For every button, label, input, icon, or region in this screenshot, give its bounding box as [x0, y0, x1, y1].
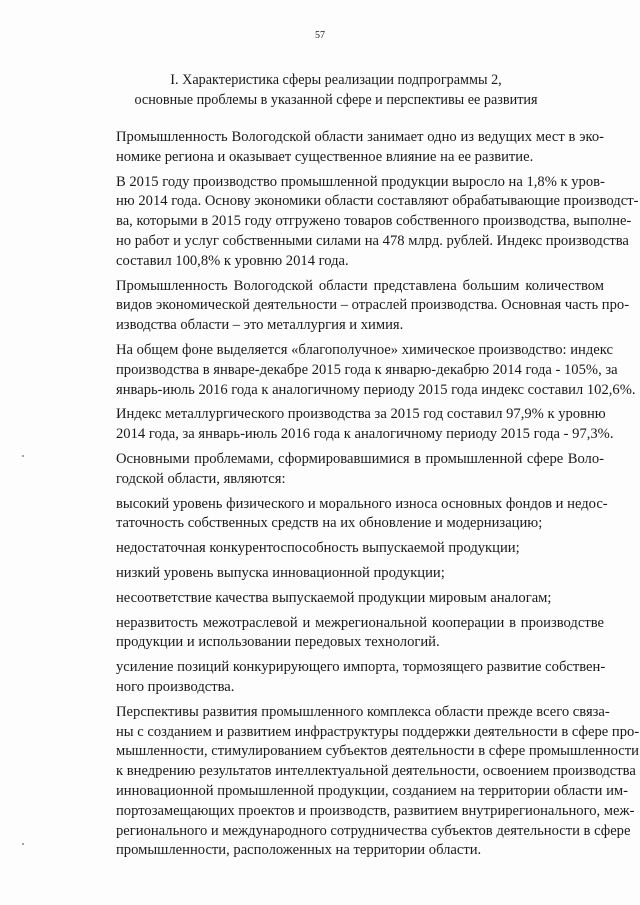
text-line: 2014 года, за январь-июль 2016 года к аналогичному периоду 2015 года - 97,3%. — [116, 426, 614, 443]
body-paragraph — [86, 564, 604, 584]
text-line: Индекс металлургического производства за 2015 год составил 97,9% к уровню — [116, 406, 606, 423]
body-paragraph — [86, 341, 636, 400]
text-line: портозамещающих проектов и производств, развитием внутрирегионального, меж- — [116, 802, 635, 819]
text-line: Основными проблемами, сформировавшимися в промышленной сфере Воло- — [116, 450, 604, 467]
text-line: составил 100,8% к уровню 2014 года. — [116, 252, 349, 269]
body-paragraph — [86, 614, 604, 654]
body-paragraph — [86, 173, 639, 272]
text-line: Промышленность Вологодской области занимает одно из ведущих мест в эко- — [116, 129, 604, 145]
text-line: изводства области – это металлургия и химия. — [116, 317, 404, 334]
body-paragraph — [86, 589, 604, 609]
text-line: ны с созданием и развитием инфраструктуры поддержки деятельности в сфере про- — [116, 723, 640, 740]
scan-speck — [22, 843, 24, 845]
text-line: промышленности, расположенных на территории области. — [116, 842, 482, 859]
text-line: ва, которыми в 2015 году отгружено товаров собственного производства, выполне- — [116, 213, 632, 230]
text-line: низкий уровень выпуска инновационной продукции; — [116, 564, 445, 581]
text-line: неразвитость межотраслевой и межрегиональной кооперации в производстве — [116, 614, 604, 631]
text-line: годской области, являются: — [116, 470, 286, 487]
text-line: усиление позиций конкурирующего импорта, тормозящего развитие собствен- — [116, 659, 606, 676]
text-line: продукции и использовании передовых технологий. — [116, 634, 440, 651]
section-heading — [86, 70, 586, 110]
text-line: номике региона и оказывает существенное влияние на ее развитие. — [116, 148, 534, 165]
body-paragraph — [86, 128, 604, 168]
text-line: регионального и международного сотрудничества субъектов деятельности в сфере — [116, 822, 631, 839]
text-line: несоответствие качества выпускаемой продукции мировым аналогам; — [116, 589, 552, 606]
body-paragraph — [86, 405, 614, 445]
scan-speck — [22, 455, 24, 457]
heading-line: I. Характеристика сферы реализации подпрограммы 2, — [170, 72, 502, 88]
body-paragraph — [86, 658, 604, 698]
text-line: Перспективы развития промышленного комплекса области прежде всего связа- — [116, 703, 610, 720]
body-paragraph — [86, 450, 604, 490]
text-line: но работ и услуг собственными силами на 478 млрд. рублей. Индекс производства — [116, 232, 629, 249]
text-line: таточность собственных средств на их обновление и модернизацию; — [116, 515, 543, 532]
page-number: 57 — [315, 30, 325, 41]
heading-line: основные проблемы в указанной сфере и перспективы ее развития — [134, 92, 538, 108]
text-line: высокий уровень физического и морального износа основных фондов и недос- — [116, 495, 608, 512]
document-body — [86, 128, 640, 866]
text-line: к внедрению результатов интеллектуальной деятельности, освоением производства — [116, 763, 636, 780]
body-paragraph — [86, 277, 630, 336]
text-line: видов экономической деятельности – отраслей производства. Основная часть про- — [116, 297, 630, 314]
text-line: инновационной промышленной продукции, созданием на территории области им- — [116, 782, 628, 799]
text-line: январь-июль 2016 года к аналогичному периоду 2015 года индекс составил 102,6%. — [116, 381, 636, 398]
text-line: мышленности, стимулированием субъектов деятельности в сфере промышленности — [116, 743, 639, 760]
text-line: ню 2014 года. Основу экономики области составляют обрабатывающие производст- — [116, 193, 639, 210]
body-paragraph — [86, 539, 604, 559]
text-line: недостаточная конкурентоспособность выпускаемой продукции; — [116, 540, 520, 557]
text-line: Промышленность Вологодской области представлена большим количеством — [116, 277, 604, 294]
text-line: ного производства. — [116, 678, 235, 695]
body-paragraph — [86, 495, 608, 535]
body-paragraph — [86, 703, 640, 861]
text-line: производства в январе-декабре 2015 года к январю-декабрю 2014 года - 105%, за — [116, 361, 618, 378]
text-line: В 2015 году производство промышленной продукции выросло на 1,8% к уров- — [116, 173, 605, 190]
text-line: На общем фоне выделяется «благополучное» химическое производство: индекс — [116, 341, 613, 358]
